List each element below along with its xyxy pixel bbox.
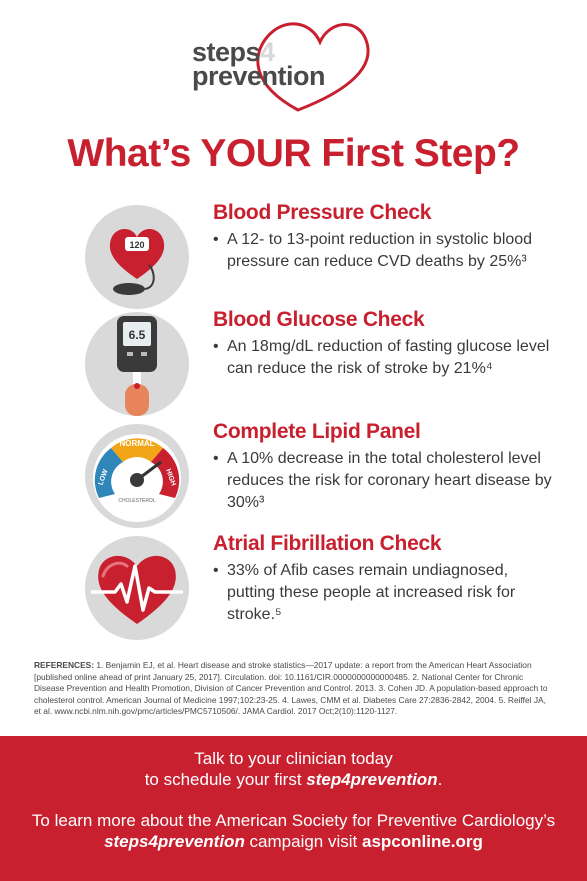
footer-info bbox=[0, 810, 587, 852]
logo-steps: steps bbox=[192, 37, 261, 67]
references bbox=[34, 660, 554, 718]
svg-text:LOW: LOW bbox=[97, 468, 110, 487]
item-title: Blood Glucose Check bbox=[213, 308, 425, 331]
logo-prevention: prevention bbox=[192, 61, 326, 91]
svg-text:NORMAL: NORMAL bbox=[119, 439, 155, 448]
svg-text:HIGH: HIGH bbox=[164, 468, 177, 487]
logo-number: 4 bbox=[260, 37, 275, 67]
list-item-afib bbox=[85, 532, 565, 646]
page-title: What’s YOUR First Step? bbox=[67, 132, 520, 175]
bullet-icon: • bbox=[213, 450, 219, 467]
item-title: Atrial Fibrillation Check bbox=[213, 532, 442, 555]
footer-line4: steps4prevention campaign visit aspconline.org bbox=[104, 832, 483, 851]
svg-text:6.5: 6.5 bbox=[128, 328, 146, 342]
svg-text:120: 120 bbox=[129, 240, 145, 250]
item-title: Blood Pressure Check bbox=[213, 201, 432, 224]
item-title: Complete Lipid Panel bbox=[213, 420, 421, 443]
item-description: • 33% of Afib cases remain undiagnosed, putting these people at increased risk for stroke.⁵ bbox=[213, 562, 516, 623]
website-link[interactable]: aspconline.org bbox=[362, 832, 483, 851]
footer-cta bbox=[0, 748, 587, 790]
item-description: • An 18mg/dL reduction of fasting glucose level can reduce the risk of stroke by 21%⁴ bbox=[213, 338, 550, 377]
steps4prevention-logo bbox=[180, 14, 380, 114]
list-item-blood-glucose bbox=[85, 308, 565, 422]
bullet-icon: • bbox=[213, 338, 219, 355]
cholesterol-gauge-icon bbox=[85, 424, 189, 528]
footer-line1: Talk to your clinician today bbox=[194, 749, 393, 768]
item-description: • A 10% decrease in the total cholesterol level reduces the risk for coronary heart disease by 30%³ bbox=[213, 450, 552, 511]
blood-pressure-monitor-icon bbox=[85, 205, 189, 309]
glucose-meter-icon bbox=[85, 312, 189, 416]
svg-text:CHOLESTEROL: CHOLESTEROL bbox=[118, 498, 156, 504]
bullet-icon: • bbox=[213, 231, 219, 248]
heart-pulse-icon bbox=[85, 536, 189, 640]
item-description: • A 12- to 13-point reduction in systolic blood pressure can reduce CVD deaths by 25%³ bbox=[213, 231, 533, 270]
footer-line3: To learn more about the American Society for Preventive Cardiology’s bbox=[31, 811, 556, 830]
references-label: REFERENCES: bbox=[34, 660, 95, 670]
footer-line2: to schedule your first step4prevention. bbox=[144, 770, 443, 789]
references-text: 1. Benjamin EJ, et al. Heart disease and stroke statistics—2017 update: a report from the American Heart Association [published online ahead of print January 25, 2017]. Circulation. doi: 10.1161/CIR.0000000000000485. 2. National Center for Chronic Disease Prevention and Health Promotion, Division of Cancer Prevention and Control. 2013. 3. Cohen JD. A population-based approach to cholesterol control. American Journal of Medicine 1997;102:23-25. 4. Lawes, CMM et al. Diabetes Care 27:2836-2842, 2004. 5. Reiffel JA, et al. www.ncbi.nlm.nih.gov/pmc/articles/PMC5710506/. JAMA Cardiol. 2017 Oct;2(10):1120-1127. bbox=[34, 660, 548, 717]
footer-banner bbox=[0, 736, 587, 881]
bullet-icon: • bbox=[213, 562, 219, 579]
logo-wordmark bbox=[192, 37, 326, 91]
list-item-blood-pressure bbox=[85, 201, 565, 315]
list-item-lipid-panel bbox=[85, 420, 565, 534]
